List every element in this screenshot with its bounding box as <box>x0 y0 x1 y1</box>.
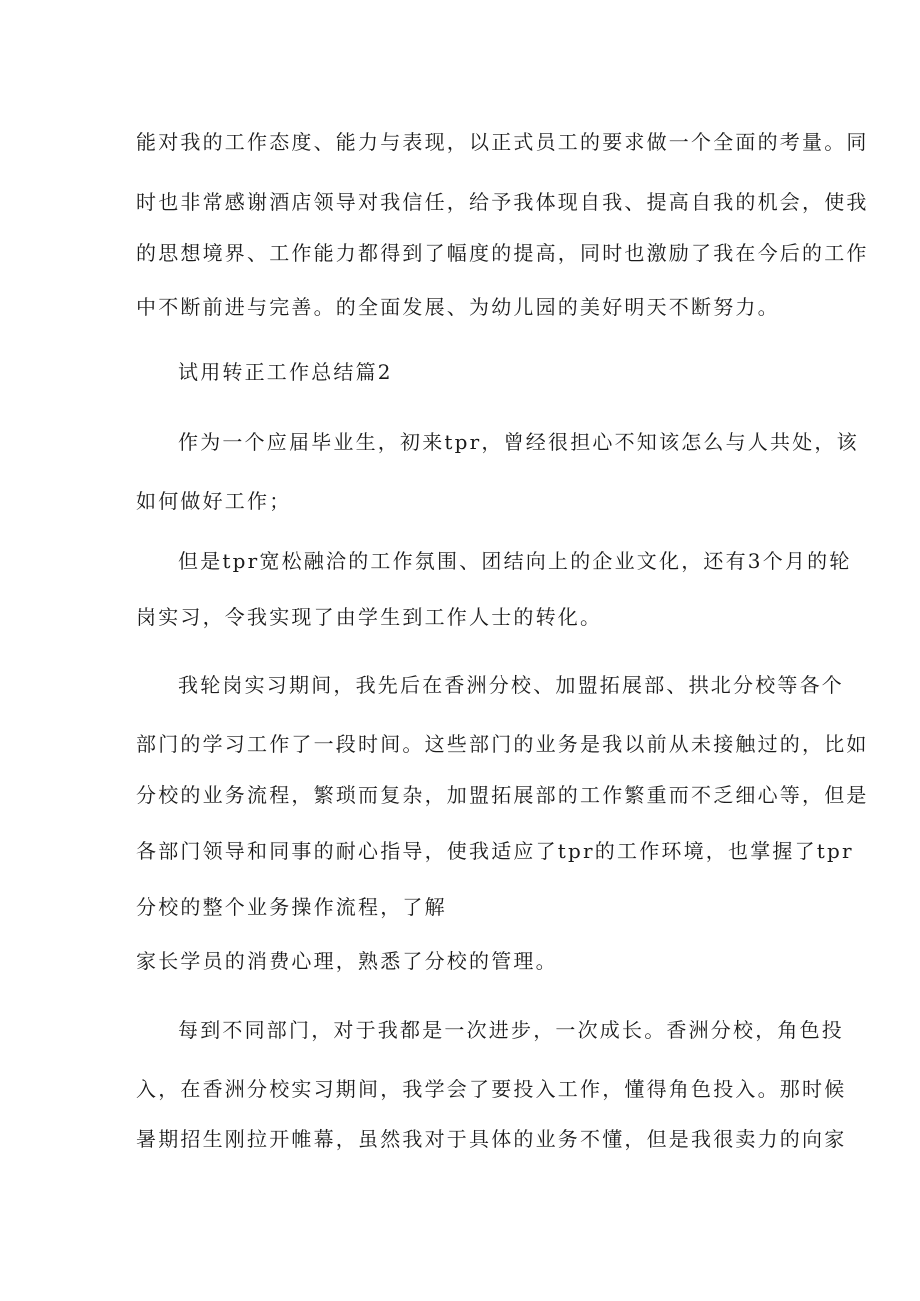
paragraph-1-line-2: 时也非常感谢酒店领导对我信任，给予我体现自我、提高自我的机会，使我 <box>136 190 869 214</box>
paragraph-6-line-1: 每到不同部门，对于我都是一次进步，一次成长。香洲分校，角色投 <box>178 1018 844 1042</box>
paragraph-5-line-1: 家长学员的消费心理，熟悉了分校的管理。 <box>136 949 558 973</box>
paragraph-1-line-1: 能对我的工作态度、能力与表现，以正式员工的要求做一个全面的考量。同 <box>136 130 869 154</box>
paragraph-1-line-4: 中不断前进与完善。的全面发展、为幼儿园的美好明天不断努力。 <box>136 295 780 319</box>
paragraph-4-line-4: 各部门领导和同事的耐心指导，使我适应了tpr的工作环境，也掌握了tpr <box>136 839 854 863</box>
paragraph-1-line-3: 的思想境界、工作能力都得到了幅度的提高，同时也激励了我在今后的工作 <box>136 241 869 265</box>
paragraph-2-line-1: 作为一个应届毕业生，初来tpr，曾经很担心不知该怎么与人共处，该 <box>178 430 859 454</box>
paragraph-4-line-5: 分校的整个业务操作流程，了解 <box>136 895 447 919</box>
paragraph-6-line-2: 入，在香洲分校实习期间，我学会了要投入工作，懂得角色投入。那时候 <box>136 1077 847 1101</box>
paragraph-4-line-3: 分校的业务流程，繁琐而复杂，加盟拓展部的工作繁重而不乏细心等，但是 <box>136 783 869 807</box>
section-heading: 试用转正工作总结篇2 <box>178 360 393 384</box>
paragraph-3-line-2: 岗实习，令我实现了由学生到工作人士的转化。 <box>136 605 603 629</box>
paragraph-3-line-1: 但是tpr宽松融洽的工作氛围、团结向上的企业文化，还有3个月的轮 <box>178 549 852 573</box>
paragraph-2-line-2: 如何做好工作； <box>136 489 292 513</box>
paragraph-4-line-2: 部门的学习工作了一段时间。这些部门的业务是我以前从未接触过的，比如 <box>136 732 869 756</box>
paragraph-4-line-1: 我轮岗实习期间，我先后在香洲分校、加盟拓展部、拱北分校等各个 <box>178 673 844 697</box>
paragraph-6-line-3: 暑期招生刚拉开帷幕，虽然我对于具体的业务不懂，但是我很卖力的向家 <box>136 1127 847 1151</box>
